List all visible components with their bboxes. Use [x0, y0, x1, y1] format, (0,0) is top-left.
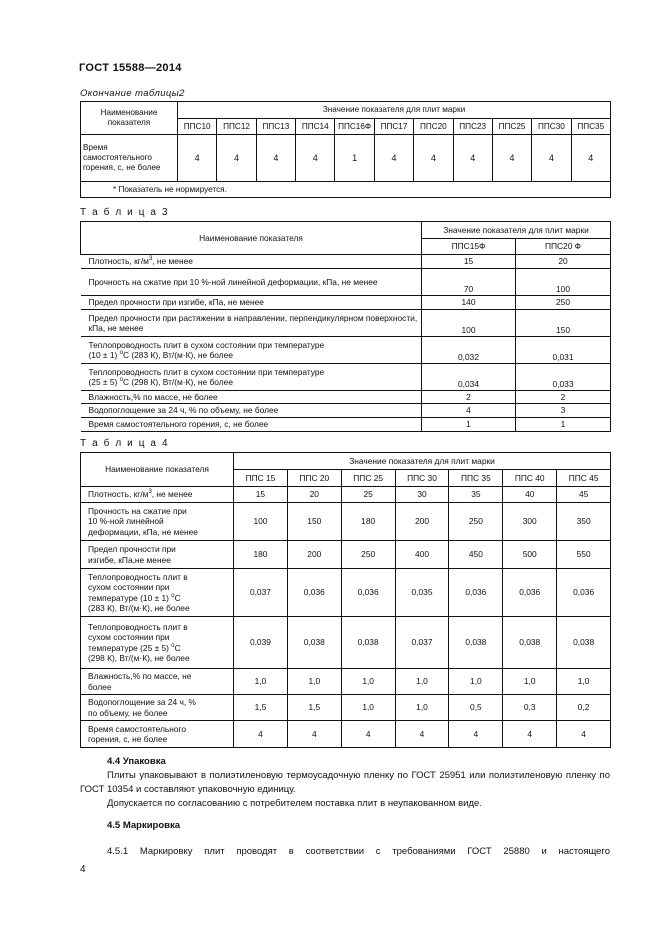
table4-row-name: Теплопроводность плит в сухом состоянии при температуре (10 ± 1) $^о$С (283 К), Вт/(м·К), не более — [81, 569, 234, 617]
table4-cell: 0,035 — [395, 569, 449, 617]
table4-cell: 450 — [449, 541, 503, 569]
table4-cell: 0,5 — [449, 695, 503, 721]
table4-cell: 180 — [234, 541, 288, 569]
table3-cell: 250 — [516, 296, 611, 310]
table4-cell: 100 — [234, 503, 288, 541]
table2-row-name: Время самостоятельного горения, с, не более — [81, 135, 178, 182]
table4-cell: 180 — [341, 503, 395, 541]
table3-cell: 0,034 — [422, 364, 516, 391]
table4-cell: 350 — [557, 503, 611, 541]
table3-cell: 140 — [422, 296, 516, 310]
table3-row-name: Водопоглощение за 24 ч, % по объему, не более — [81, 404, 422, 418]
table4-cell: 0,036 — [557, 569, 611, 617]
table4-cell: 1,0 — [341, 669, 395, 695]
table4-cell: 0,038 — [503, 617, 557, 669]
table4-brand: ППС 20 — [287, 470, 341, 487]
table3-cell: 0,031 — [516, 337, 611, 364]
table3-cell: 2 — [516, 391, 611, 404]
table3-cell: 0,032 — [422, 337, 516, 364]
table3-row-name: Прочность на сжатие при 10 %-ной линейной деформации, кПа, не менее — [81, 269, 422, 296]
table4-cell: 0,3 — [503, 695, 557, 721]
table4-row-name: Влажность,% по массе, не более — [81, 669, 234, 695]
section-4-5-1-paragraph: 4.5.1 Маркировку плит проводят в соответствии с требованиями ГОСТ 25880 и настоящего — [107, 846, 610, 857]
table4-cell: 200 — [287, 541, 341, 569]
table3-cell: 150 — [516, 310, 611, 337]
table4-row-name: Теплопроводность плит в сухом состоянии при температуре (25 ± 5) $^о$С (298 К), Вт/(м·К), не более — [81, 617, 234, 669]
table4-cell: 4 — [557, 721, 611, 748]
section-4-4-paragraph-1: Плиты упаковывают в полиэтиленовую термоусадочную пленку по ГОСТ 25951 или полиэтиленовую пленку по ГОСТ 10354 и составляют упаковочную единицу. — [80, 770, 610, 795]
table2-brand: ППС16Ф — [335, 119, 374, 135]
section-4-4-title: 4.4 Упаковка — [107, 756, 166, 767]
table4-cell: 25 — [341, 487, 395, 503]
table4-cell: 40 — [503, 487, 557, 503]
table4-cell: 35 — [449, 487, 503, 503]
table2-cell: 4 — [296, 135, 335, 182]
table4-cell: 500 — [503, 541, 557, 569]
table2-cell: 4 — [374, 135, 413, 182]
table3-row-name: Предел прочности при растяжении в направлении, перпендикулярном поверхности, кПа, не менее — [81, 310, 422, 337]
table4-brand: ППС 25 — [341, 470, 395, 487]
table4-cell: 0,038 — [557, 617, 611, 669]
table4-row-name: Плотность, $кг/м^3$, не менее — [81, 487, 234, 503]
table3-row-name: Время самостоятельного горения, с, не более — [81, 418, 422, 432]
table4-head-name: Наименование показателя — [81, 453, 234, 487]
table4-cell: 1,5 — [287, 695, 341, 721]
table4-cell: 0,2 — [557, 695, 611, 721]
table3-cell: 100 — [516, 269, 611, 296]
table4-cell: 45 — [557, 487, 611, 503]
table4-cell: 0,038 — [449, 617, 503, 669]
table4-cell: 1,0 — [395, 695, 449, 721]
table3-caption: Т а б л и ц а 3 — [80, 207, 170, 218]
table4-row-name: Предел прочности при изгибе, кПа,не менее — [81, 541, 234, 569]
table4-head-group: Значение показателя для плит марки — [234, 453, 611, 470]
table4-cell: 0,038 — [341, 617, 395, 669]
table2-cell: 4 — [256, 135, 295, 182]
table4-cell: 1,0 — [557, 669, 611, 695]
table2-brand: ППС25 — [492, 119, 531, 135]
table4-brand: ППС 45 — [557, 470, 611, 487]
table3-cell: 4 — [422, 404, 516, 418]
table2-brand: ППС35 — [571, 119, 610, 135]
table3-cell: 20 — [516, 255, 611, 269]
table3-cell: 0,033 — [516, 364, 611, 391]
table2-cell: 4 — [453, 135, 492, 182]
table4-cell: 1,0 — [449, 669, 503, 695]
table2 — [80, 101, 611, 198]
table4-cell: 4 — [449, 721, 503, 748]
table4-cell: 4 — [234, 721, 288, 748]
table4-cell: 4 — [287, 721, 341, 748]
table4-cell: 4 — [341, 721, 395, 748]
table3-head-group: Значение показателя для плит марки — [422, 222, 611, 239]
table4-cell: 30 — [395, 487, 449, 503]
table4-cell: 4 — [503, 721, 557, 748]
table2-brand: ППС14 — [296, 119, 335, 135]
table2-head-group: Значение показателя для плит марки — [178, 102, 611, 119]
table4-cell: 4 — [395, 721, 449, 748]
table4-cell: 1,0 — [503, 669, 557, 695]
table2-brand: ППС10 — [178, 119, 217, 135]
table4-cell: 0,036 — [341, 569, 395, 617]
table3-brand: ППС15Ф — [422, 239, 516, 255]
table4-row-name: Водопоглощение за 24 ч, % по объему, не более — [81, 695, 234, 721]
table3-cell: 1 — [422, 418, 516, 432]
table4-cell: 0,036 — [449, 569, 503, 617]
table3-row-name: Предел прочности при изгибе, кПа, не менее — [81, 296, 422, 310]
table3-row-name: Плотность, $кг/м^3$, не менее — [81, 255, 422, 269]
table4-cell: 1,5 — [234, 695, 288, 721]
table4-cell: 250 — [449, 503, 503, 541]
table4-cell: 200 — [395, 503, 449, 541]
table2-brand: ППС13 — [256, 119, 295, 135]
table4 — [80, 452, 611, 748]
table4-brand: ППС 35 — [449, 470, 503, 487]
table3-head-name: Наименование показателя — [81, 222, 422, 255]
table3-brand: ППС20 Ф — [516, 239, 611, 255]
table4-cell: 0,038 — [287, 617, 341, 669]
table4-brand: ППС 15 — [234, 470, 288, 487]
table2-brand: ППС17 — [374, 119, 413, 135]
table3 — [80, 221, 611, 432]
table4-cell: 20 — [287, 487, 341, 503]
table4-cell: 1,0 — [341, 695, 395, 721]
table2-cell: 4 — [217, 135, 256, 182]
table4-cell: 1,0 — [395, 669, 449, 695]
table4-cell: 0,036 — [503, 569, 557, 617]
table3-cell: 1 — [516, 418, 611, 432]
table2-brand: ППС20 — [414, 119, 453, 135]
section-4-5-title: 4.5 Маркировка — [107, 820, 181, 831]
page-number: 4 — [80, 864, 86, 875]
table3-cell: 100 — [422, 310, 516, 337]
table4-cell: 1,0 — [287, 669, 341, 695]
table4-cell: 400 — [395, 541, 449, 569]
table4-cell: 150 — [287, 503, 341, 541]
table4-brand: ППС 30 — [395, 470, 449, 487]
table4-caption: Т а б л и ц а 4 — [80, 438, 170, 449]
table2-caption: Окончание таблицы2 — [80, 88, 185, 99]
table2-cell: 4 — [532, 135, 571, 182]
table4-row-name: Прочность на сжатие при 10 %-ной линейной деформации, кПа, не менее — [81, 503, 234, 541]
table4-cell: 250 — [341, 541, 395, 569]
table3-cell: 15 — [422, 255, 516, 269]
table2-brand: ППС12 — [217, 119, 256, 135]
table4-cell: 300 — [503, 503, 557, 541]
table3-row-name: Влажность,% по массе, не более — [81, 391, 422, 404]
table4-cell: 0,037 — [395, 617, 449, 669]
table2-brand: ППС30 — [532, 119, 571, 135]
table2-footnote: * Показатель не нормируется. — [81, 182, 611, 198]
table4-cell: 0,039 — [234, 617, 288, 669]
table4-cell: 0,037 — [234, 569, 288, 617]
table3-cell: 70 — [422, 269, 516, 296]
table2-cell: 4 — [571, 135, 610, 182]
table4-row-name: Время самостоятельного горения, с, не более — [81, 721, 234, 748]
table4-brand: ППС 40 — [503, 470, 557, 487]
table2-cell: 4 — [414, 135, 453, 182]
table2-brand: ППС23 — [453, 119, 492, 135]
document-header: ГОСТ 15588—2014 — [79, 62, 182, 74]
table4-cell: 0,036 — [287, 569, 341, 617]
table2-cell: 4 — [492, 135, 531, 182]
table2-head-name: Наименование показателя — [81, 102, 178, 135]
table4-cell: 1,0 — [234, 669, 288, 695]
table3-row-name: Теплопроводность плит в сухом состоянии при температуре (10 ± 1) $^о$С (283 К), Вт/(м·К), не более — [81, 337, 422, 364]
table3-row-name: Теплопроводность плит в сухом состоянии при температуре (25 ± 5) $^о$С (298 К), Вт/(м·К), не более — [81, 364, 422, 391]
table2-cell: 1 — [335, 135, 374, 182]
table3-cell: 2 — [422, 391, 516, 404]
table4-cell: 15 — [234, 487, 288, 503]
table2-cell: 4 — [178, 135, 217, 182]
table4-cell: 550 — [557, 541, 611, 569]
table3-cell: 3 — [516, 404, 611, 418]
section-4-4-paragraph-2: Допускается по согласованию с потребителем поставка плит в неупакованном виде. — [107, 798, 482, 809]
